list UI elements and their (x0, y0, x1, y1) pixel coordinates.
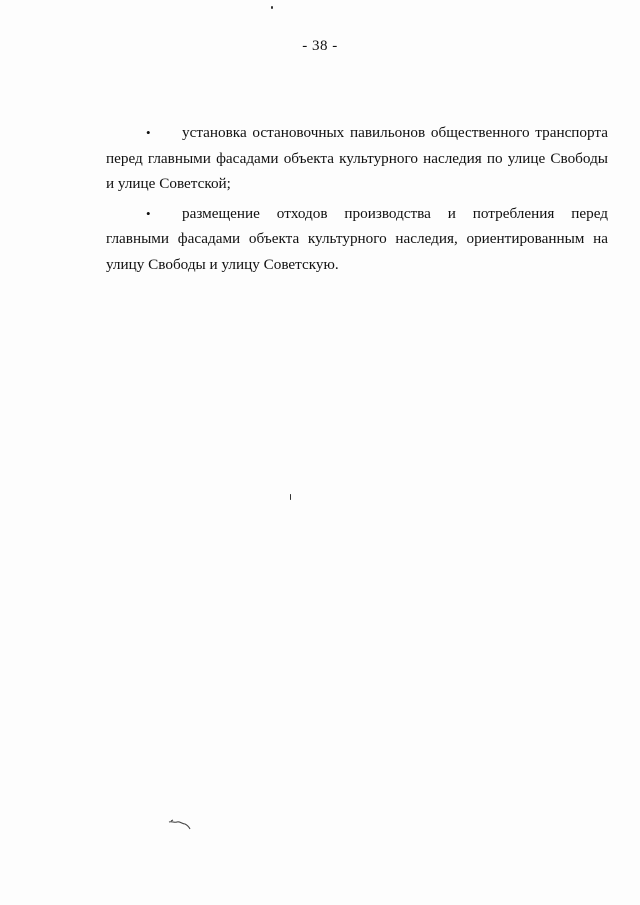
list-item-line: главными фасадами объекта культурного наследия, ориентированным на (106, 230, 608, 247)
scan-speck-top (271, 6, 273, 9)
list-item-line: размещение отходов производства и потребления перед (182, 204, 608, 222)
page-number: - 38 - (302, 38, 338, 54)
bullet-icon: • (146, 205, 151, 221)
list-item-line: улицу Свободы и улицу Советскую. (106, 255, 339, 273)
list-item-line: установка остановочных павильонов общественного транспорта (182, 124, 608, 141)
list-item (106, 120, 608, 197)
list-item-line: перед главными фасадами объекта культурного наследия по улице Свободы (106, 149, 608, 167)
list-item-line: и улице Советской; (106, 175, 231, 192)
document-body (106, 120, 608, 281)
scan-speck-middle (290, 494, 291, 500)
bullet-icon: • (146, 125, 151, 140)
scan-artifact-mark (168, 818, 192, 832)
list-item (106, 201, 608, 278)
